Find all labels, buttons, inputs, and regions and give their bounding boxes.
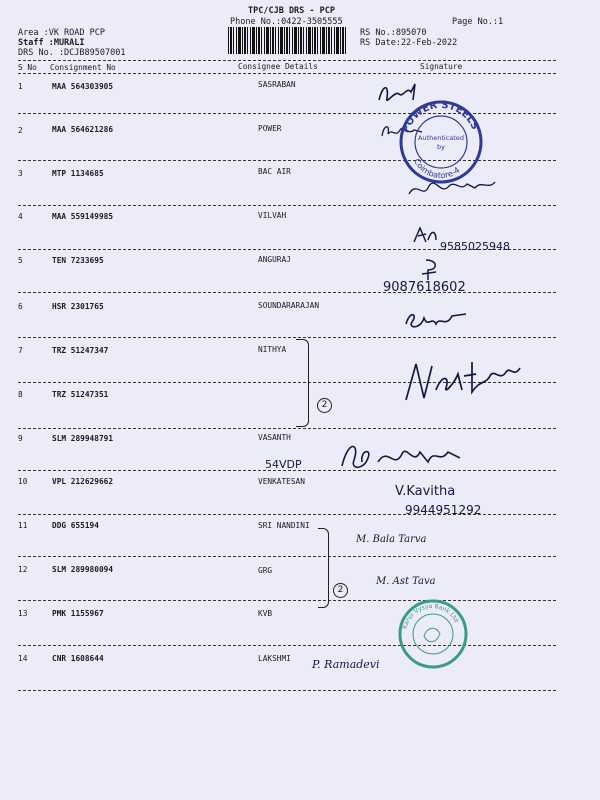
row-consignment: SLM 289948791	[52, 434, 114, 443]
divider	[18, 205, 556, 206]
divider	[18, 73, 556, 74]
row-sno: 13	[18, 609, 28, 618]
row-sno: 12	[18, 565, 28, 574]
row-consignee: NITHYA	[258, 345, 287, 354]
row-sno: 3	[18, 169, 23, 178]
group-count-badge: 2	[333, 583, 348, 598]
divider	[18, 60, 556, 61]
divider	[18, 645, 556, 646]
svg-text:Karur Vysya Bank Ltd: Karur Vysya Bank Ltd	[401, 602, 460, 630]
column-header-consignee: Consignee Details	[238, 62, 318, 71]
row-consignment: MAA 564621286	[52, 125, 114, 134]
row-consignment: PMK 1155967	[52, 609, 104, 618]
row-consignment: CNR 1608644	[52, 654, 104, 663]
document-title: TPC/CJB DRS - PCP	[248, 6, 335, 16]
row-consignee: SRI NANDINI	[258, 521, 310, 530]
handwritten-phone: 9585025948	[440, 240, 510, 253]
row-consignee: VASANTH	[258, 433, 291, 442]
row-sno: 10	[18, 477, 28, 486]
divider	[18, 600, 556, 601]
rs-number: RS No.:895070	[360, 28, 427, 38]
signature-7-8	[402, 354, 524, 408]
row-consignee: LAKSHMI	[258, 654, 291, 663]
power-steels-stamp	[397, 98, 485, 184]
divider	[18, 690, 556, 691]
phone-number: Phone No.:0422-3505555	[230, 17, 343, 27]
row-consignment: MTP 1134685	[52, 169, 104, 178]
signature-6	[402, 306, 472, 334]
row-consignee: POWER	[258, 124, 282, 133]
row-consignee: SOUNDARARAJAN	[258, 301, 320, 310]
staff-label: Staff :MURALI	[18, 38, 85, 48]
column-header-consignment: Consignment No	[50, 63, 116, 72]
divider	[18, 337, 556, 338]
row-sno: 2	[18, 126, 23, 135]
row-consignee: GRG	[258, 566, 273, 575]
row-consignee: ANGURAJ	[258, 255, 291, 264]
row-consignee: BAC AIR	[258, 167, 291, 176]
group-brace	[296, 339, 309, 427]
row-consignee: VILVAH	[258, 211, 287, 220]
row-consignment: HSR 2301765	[52, 302, 104, 311]
area-label: Area :VK ROAD PCP	[18, 28, 105, 38]
divider	[18, 556, 556, 557]
row-sno: 11	[18, 521, 28, 530]
handwritten-signature: M. Bala Tarva	[356, 534, 427, 545]
handwritten-phone: 9944951292	[405, 503, 482, 517]
row-sno: 8	[18, 390, 23, 399]
handwritten-phone: 9087618602	[383, 280, 466, 295]
barcode	[228, 27, 348, 54]
row-consignment: TRZ 51247347	[52, 346, 109, 355]
row-sno: 14	[18, 654, 28, 663]
divider	[18, 292, 556, 293]
group-brace	[318, 528, 329, 608]
svg-text:Coimbatore-4: Coimbatore-4	[412, 157, 462, 181]
signature-5	[420, 256, 444, 282]
signature-4	[410, 224, 440, 246]
svg-text:Authenticated: Authenticated	[418, 134, 464, 142]
row-consignee: KVB	[258, 609, 273, 618]
svg-text:by: by	[437, 143, 445, 151]
row-consignment: TEN 7233695	[52, 256, 104, 265]
row-consignment: SLM 289980094	[52, 565, 114, 574]
svg-text:POWER STEELS: POWER STEELS	[400, 99, 481, 135]
row-sno: 5	[18, 256, 23, 265]
signature-9	[338, 436, 468, 476]
group-count-badge: 2	[317, 398, 332, 413]
rs-date: RS Date:22-Feb-2022	[360, 38, 458, 48]
row-consignee: SASRABAN	[258, 80, 296, 89]
row-consignee: VENKATESAN	[258, 477, 305, 486]
row-consignment: MAA 564303905	[52, 82, 114, 91]
handwritten-name: V.Kavitha	[395, 484, 456, 499]
page-number: Page No.:1	[452, 17, 504, 27]
row-sno: 4	[18, 212, 23, 221]
row-sno: 1	[18, 82, 23, 91]
row-sno: 9	[18, 434, 23, 443]
row-consignment: TRZ 51247351	[52, 390, 109, 399]
handwritten-note: 54VDP	[265, 458, 302, 471]
row-consignment: DDG 655194	[52, 521, 99, 530]
row-sno: 6	[18, 302, 23, 311]
row-consignment: MAA 559149985	[52, 212, 114, 221]
handwritten-signature: M. Ast Tava	[376, 576, 436, 587]
handwritten-signature: P. Ramadevi	[312, 658, 380, 671]
column-header-sno: S No	[18, 63, 37, 72]
divider	[18, 428, 556, 429]
row-consignment: VPL 212629662	[52, 477, 114, 486]
column-header-signature: Signature	[420, 62, 463, 71]
drs-number: DRS No. :DCJB89507001	[18, 48, 126, 58]
row-sno: 7	[18, 346, 23, 355]
bank-stamp	[396, 598, 470, 670]
